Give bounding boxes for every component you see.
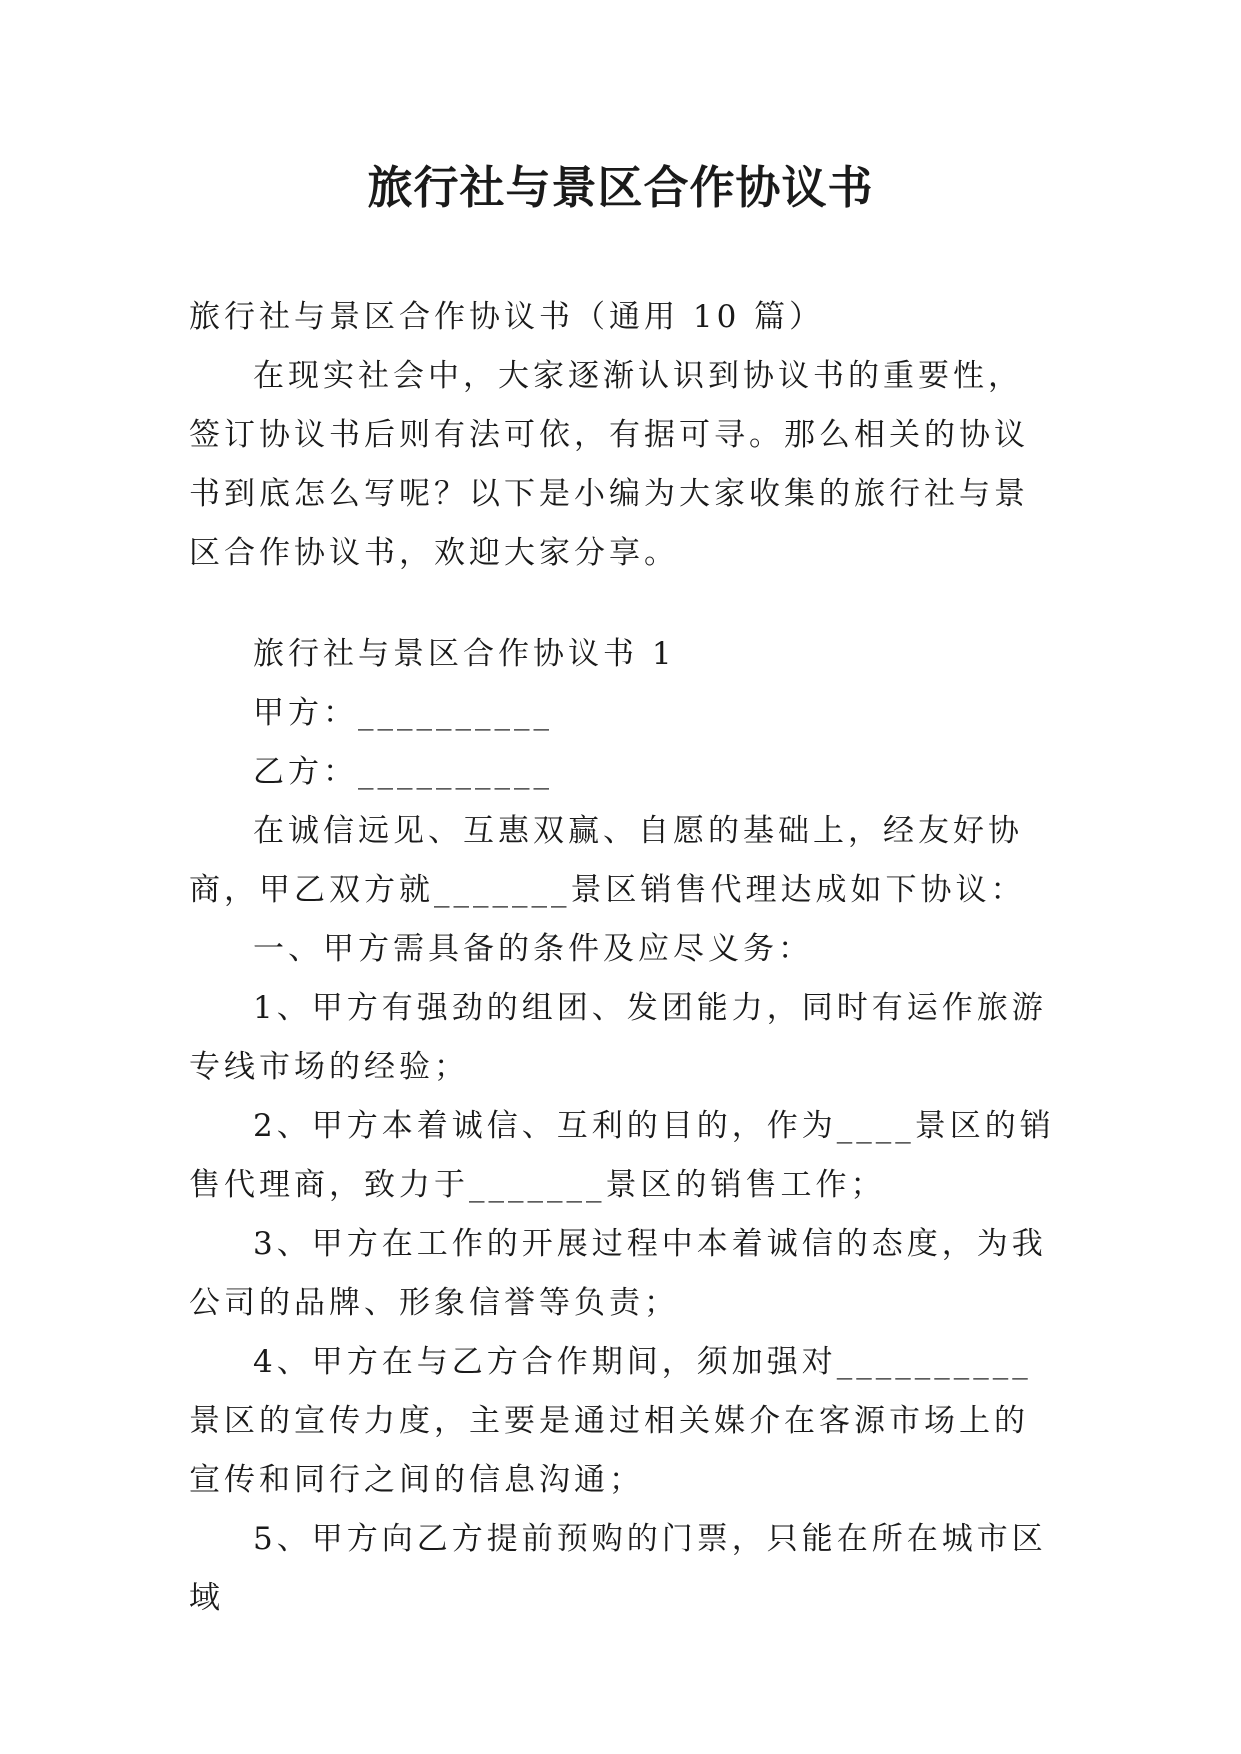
document-body [189,288,1055,1628]
preamble-paragraph: 在诚信远见、互惠双赢、自愿的基础上，经友好协商，甲乙双方就_______景区销售代理达成如下协议： [189,813,1026,908]
party-b-line: 乙方：__________ [253,754,553,790]
party-a-line: 甲方：__________ [253,695,553,731]
intro-paragraph: 在现实社会中，大家逐渐认识到协议书的重要性，签订协议书后则有法可依，有据可寻。那么相关的协议书到底怎么写呢？以下是小编为大家收集的旅行社与景区合作协议书，欢迎大家分享。 [189,358,1029,571]
section-heading: 旅行社与景区合作协议书 1 [253,636,676,672]
clause-item: 3、甲方在工作的开展过程中本着诚信的态度，为我公司的品牌、形象信誉等负责； [189,1226,1047,1321]
section-spacer [189,583,1055,625]
clause-heading: 一、甲方需具备的条件及应尽义务： [253,931,813,967]
clause-item: 1、甲方有强劲的组团、发团能力，同时有运作旅游专线市场的经验； [189,990,1047,1085]
clause-item: 4、甲方在与乙方合作期间，须加强对__________景区的宣传力度，主要是通过相关媒介在客源市场上的宣传和同行之间的信息沟通； [189,1344,1032,1498]
document-subtitle: 旅行社与景区合作协议书（通用 10 篇） [189,299,825,335]
document-title: 旅行社与景区合作协议书 [367,161,874,214]
clause-item: 5、甲方向乙方提前预购的门票，只能在所在城市区域 [189,1521,1047,1616]
clause-item: 2、甲方本着诚信、互利的目的，作为____景区的销售代理商，致力于_______景区的销售工作； [189,1108,1055,1203]
